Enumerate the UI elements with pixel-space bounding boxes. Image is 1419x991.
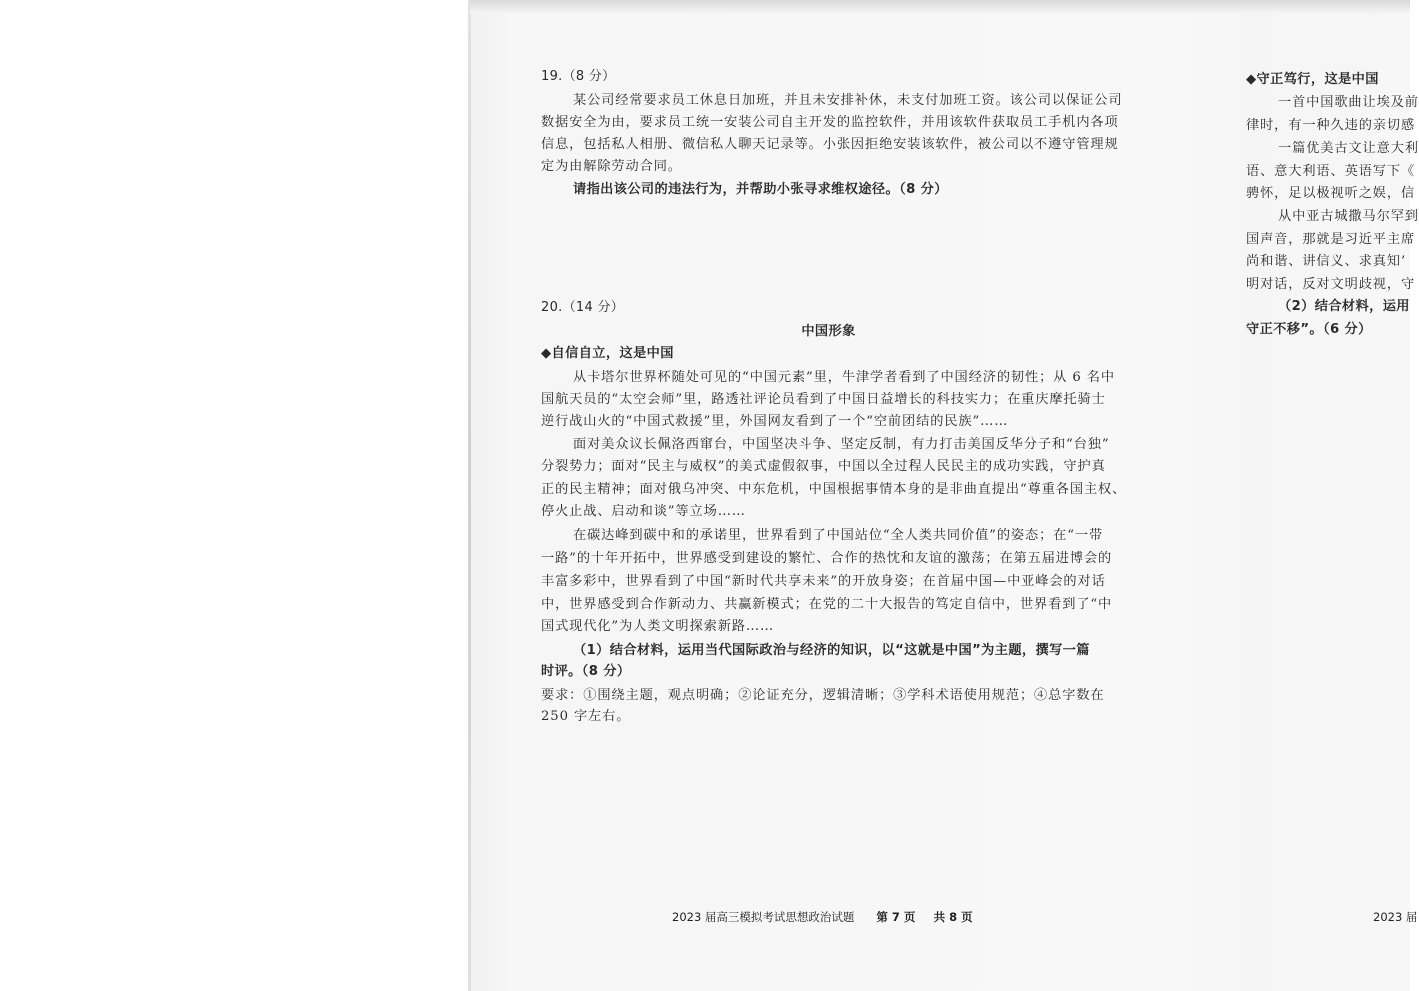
q20-para3-line: 中，世界感受到合作新动力、共赢新模式；在党的二十大报告的笃定自信中，世界看到了“中: [541, 597, 1113, 612]
right-page-footer: 2023 届: [1373, 910, 1418, 924]
q20-section-heading: ◆自信自立，这是中国: [541, 346, 674, 361]
footer-exam-title: 2023 届高三模拟考试思想政治试题: [672, 910, 855, 924]
q20-requirements: 250 字左右。: [541, 709, 631, 724]
right-material-line: 一首中国歌曲让埃及前: [1278, 95, 1419, 110]
q19-prompt: 请指出该公司的违法行为，并帮助小张寻求维权途径。（8 分）: [573, 182, 948, 197]
right-material-line: 一篇优美古文让意大利: [1278, 141, 1419, 156]
right-material-line: 语、意大利语、英语写下《: [1246, 164, 1416, 179]
q19-material-line: 定为由解除劳动合同。: [541, 159, 682, 174]
footer-total-pages: 共 8 页: [933, 910, 973, 924]
exam-page-8-cropped: [1246, 0, 1419, 991]
q20-para3-line: 一路”的十年开拓中，世界感受到建设的繁忙、合作的热忱和友谊的激荡；在第五届进博会的: [541, 551, 1113, 566]
exam-page-7: [541, 0, 1127, 991]
right-sub2-prompt: （2）结合材料，运用: [1278, 299, 1410, 314]
right-section-heading: ◆守正笃行，这是中国: [1246, 72, 1379, 87]
page-footer: [672, 909, 973, 925]
q20-para2-line: 面对美众议长佩洛西窜台，中国坚决斗争、坚定反制，有力打击美国反华分子和“台独”: [573, 437, 1110, 452]
q20-sub1-prompt: （1）结合材料，运用当代国际政治与经济的知识，以“这就是中国”为主题，撰写一篇: [573, 643, 1090, 658]
right-material-line: 骋怀，足以极视听之娱，信: [1246, 186, 1416, 201]
footer-page-number: 第 7 页: [876, 910, 916, 924]
question-19-number: 19.（8 分）: [541, 69, 616, 84]
q20-requirements: 要求：①围绕主题，观点明确；②论证充分，逻辑清晰；③学科术语使用规范；④总字数在: [541, 688, 1105, 703]
blank-margin: [0, 0, 470, 991]
q20-para3-line: 丰富多彩中，世界看到了中国“新时代共享未来”的开放身姿；在首届中国—中亚峰会的对话: [541, 574, 1106, 589]
q20-para2-line: 分裂势力；面对“民主与威权”的美式虚假叙事，中国以全过程人民民主的成功实践，守护真: [541, 459, 1106, 474]
q20-para3-line: 国式现代化”为人类文明探索新路……: [541, 619, 775, 634]
right-sub2-prompt: 守正不移”。（6 分）: [1246, 322, 1372, 337]
q20-para1-line: 从卡塔尔世界杯随处可见的“中国元素”里，牛津学者看到了中国经济的韧性；从 6 名中: [573, 370, 1115, 385]
right-material-line: 明对话，反对文明歧视，守: [1246, 277, 1416, 292]
q20-para2-line: 停火止战、启动和谈”等立场……: [541, 504, 746, 519]
right-material-line: 国声音，那就是习近平主席: [1246, 232, 1416, 247]
q20-sub1-prompt: 时评。（8 分）: [541, 664, 631, 679]
q20-material-title: 中国形象: [801, 324, 856, 339]
q20-para1-line: 国航天员的“太空会师”里，路透社评论员看到了中国日益增长的科技实力；在重庆摩托骑士: [541, 392, 1106, 407]
right-material-line: 从中亚古城撒马尔罕到: [1278, 209, 1419, 224]
q19-material-line: 信息，包括私人相册、微信私人聊天记录等。小张因拒绝安装该软件，被公司以不遵守管理规: [541, 137, 1119, 152]
sheet-edge: [468, 0, 471, 991]
q19-material-line: 数据安全为由，要求员工统一安装公司自主开发的监控软件，并用该软件获取员工手机内各项: [541, 115, 1119, 130]
q20-para1-line: 逆行战山火的“中国式救援”里，外国网友看到了一个“空前团结的民族”……: [541, 414, 1009, 429]
right-material-line: 尚和谐、讲信义、求真知’: [1246, 254, 1407, 269]
q20-para2-line: 正的民主精神；面对俄乌冲突、中东危机，中国根据事情本身的是非曲直提出“尊重各国主权、: [541, 482, 1127, 497]
q19-material-line: 某公司经常要求员工休息日加班，并且未安排补休，未支付加班工资。该公司以保证公司: [573, 93, 1123, 108]
right-material-line: 律时，有一种久违的亲切感: [1246, 118, 1416, 133]
question-20-number: 20.（14 分）: [541, 300, 625, 315]
q20-para3-line: 在碳达峰到碳中和的承诺里，世界看到了中国站位“全人类共同价值”的姿态；在“一带: [573, 528, 1104, 543]
